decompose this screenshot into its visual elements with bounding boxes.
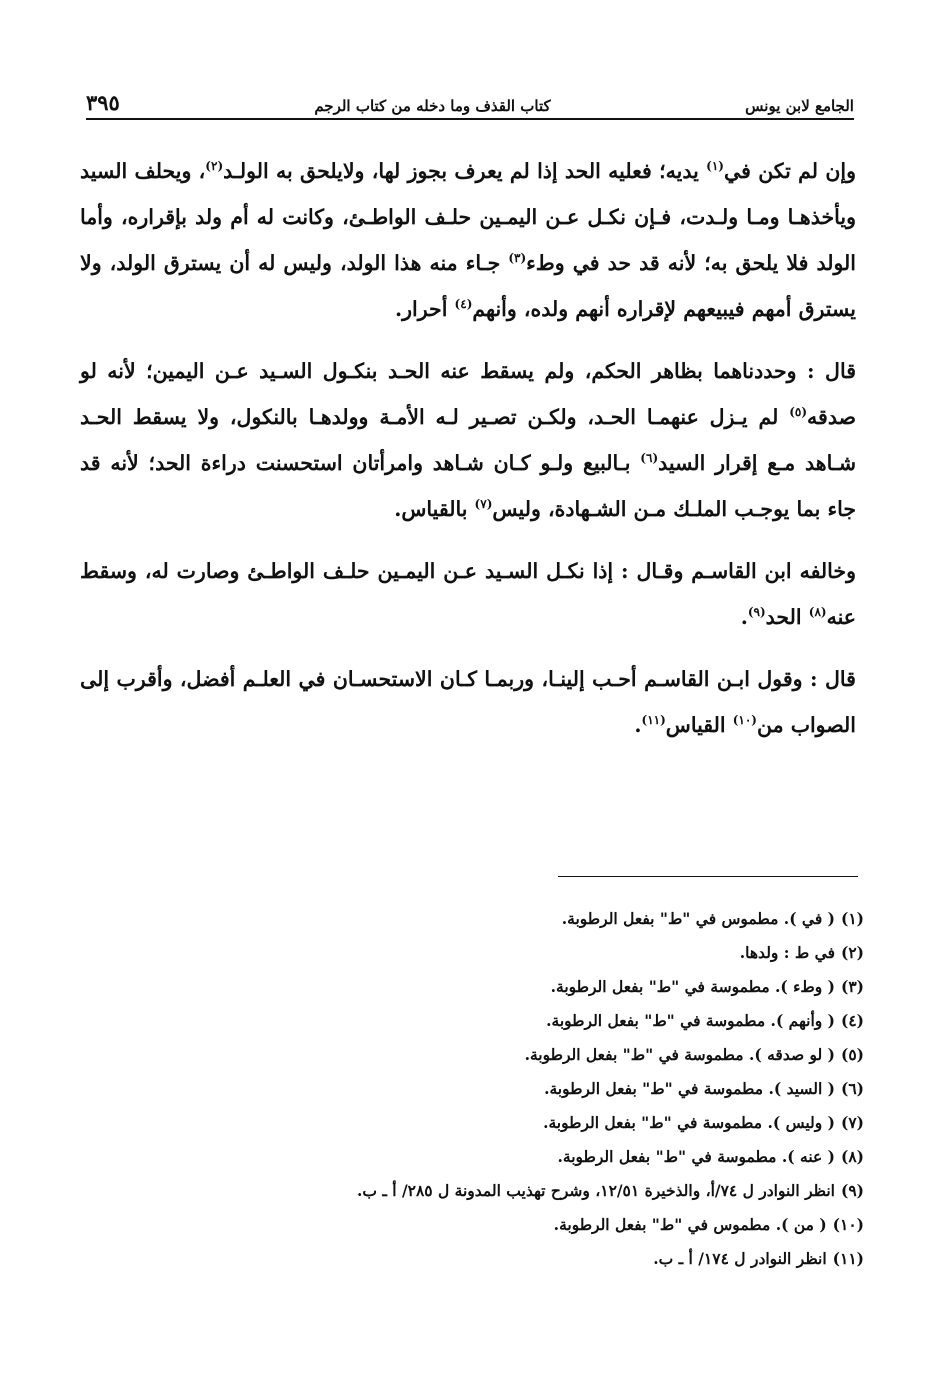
footnote-text: ( لو صدقه ). مطموسة في "ط" بفعل الرطوبة.	[524, 1045, 835, 1064]
footnote-ref: (٢)	[205, 159, 224, 174]
emphasis-text: ابن القاسـم وقـال :	[621, 559, 792, 583]
footnote-ref: (١)	[706, 159, 724, 174]
footnote-ref: (٣)	[508, 251, 527, 266]
footnote-text: ( وأنهم ). مطموسة في "ط" بفعل الرطوبة.	[546, 1011, 835, 1030]
text-segment: وخالفه	[791, 559, 856, 583]
text-segment: .	[740, 605, 748, 629]
text-segment: .	[634, 713, 642, 737]
text-segment: وقول	[749, 667, 811, 691]
text-segment: إذا نكـل السـيد عـن اليمـين حلـف الواطـئ وصارت له، وسقط عنه	[80, 559, 856, 629]
footnote-number: (٦)	[840, 1079, 864, 1098]
main-text	[80, 148, 856, 764]
text-segment: بالقياس.	[394, 497, 475, 521]
page-number: ٣٩٥	[86, 90, 120, 115]
footnote-text: في ط : ولدها.	[739, 943, 835, 962]
footnote	[120, 1106, 864, 1140]
footnote-text: ( وليس ). مطموسة في "ط" بفعل الرطوبة.	[543, 1113, 835, 1132]
footnote	[120, 1174, 864, 1208]
footnote-number: (٣)	[840, 977, 864, 996]
footnote-separator	[558, 876, 858, 877]
footnote-ref: (٤)	[454, 297, 473, 312]
emphasis-text: ابـن القاسـم	[644, 667, 750, 691]
paragraph	[80, 348, 856, 532]
footnote	[120, 1242, 864, 1276]
footnotes-list	[120, 902, 864, 1276]
footnote-number: (١١)	[832, 1249, 864, 1268]
footnote-ref: (٦)	[640, 451, 659, 466]
text-segment: الحد	[765, 605, 809, 629]
footnote	[120, 936, 864, 970]
footnote-ref: (٥)	[789, 405, 808, 420]
footnote-ref: (٧)	[474, 497, 493, 512]
footnote	[120, 902, 864, 936]
text-segment: يديه؛ فعليه الحد إذا لم يعرف بجوز لها، ولايلحق به الولـد	[223, 159, 707, 183]
footnote-number: (١٠)	[832, 1215, 864, 1234]
running-header	[86, 92, 854, 120]
text-segment: القياس	[665, 713, 733, 737]
paragraph-lead: قال :	[807, 359, 856, 383]
paragraph-lead: قال :	[810, 667, 856, 691]
text-segment: وإن لم تكن في	[723, 159, 857, 183]
footnote	[120, 1072, 864, 1106]
text-segment: أحرار.	[394, 297, 455, 321]
footnote-text: ( السيد ). مطموسة في "ط" بفعل الرطوبة.	[544, 1079, 835, 1098]
footnote-number: (٤)	[840, 1011, 864, 1030]
footnote-ref: (١١)	[641, 713, 666, 728]
text-segment: لم يـزل عنهمـا الحـد، ولكـن تصـير لـه الأمـة وولدهـا بالنكول، ولا يسقط الحـد شـاهد مـع إقرار السيد	[80, 405, 857, 475]
footnote	[120, 1038, 864, 1072]
text-segment: جـاء منه هذا الولد، وليس له أن يسترق الولد، ولا يسترق أمهم فيبيعهم لإقراره أنهم ولده، وأنهم	[80, 251, 856, 321]
footnote-number: (٨)	[840, 1147, 864, 1166]
footnote	[120, 1208, 864, 1242]
footnote	[120, 1140, 864, 1174]
footnote-number: (٧)	[840, 1113, 864, 1132]
text-segment: بـالبيع ولـو كـان شـاهد وامرأتان استحسنت دراءة الحد؛ لأنه قد جاء بما يوجـب الملـك مـن الشـهادة، وليس	[80, 451, 856, 521]
footnote-text: ( وطء ). مطموسة في "ط" بفعل الرطوبة.	[550, 977, 835, 996]
footnote-number: (٥)	[840, 1045, 864, 1064]
footnote	[120, 970, 864, 1004]
footnote-ref: (٨)	[808, 605, 827, 620]
footnote-text: انظر النوادر ل ١٧٤/ أ ـ ب.	[653, 1249, 827, 1268]
footnote	[120, 1004, 864, 1038]
footnote-number: (٢)	[840, 943, 864, 962]
footnote-text: انظر النوادر ل ٧٤/أ، والذخيرة ١٢/٥١، وشرح تهذيب المدونة ل ٢٨٥/ أ ـ ب.	[356, 1181, 835, 1200]
paragraph	[80, 548, 856, 640]
paragraph	[80, 148, 856, 332]
text-segment: أحـب إلينـا، وربمـا كـان الاستحسـان في العلـم أفضل، وأقرب إلى الصواب من	[80, 667, 856, 737]
footnote-number: (١)	[840, 909, 864, 928]
paragraph	[80, 656, 856, 748]
book-title: الجامع لابن يونس	[745, 97, 854, 115]
footnote-text: ( عنه ). مطموسة في "ط" بفعل الرطوبة.	[557, 1147, 835, 1166]
text-segment: ، ويحلف السيد ويأخذهـا ومـا ولـدت، فـإن نكـل عـن اليمـين حلـف الواطـئ، وكانت له أم ولد بإقراره، وأما الولد فلا يلحق به؛ لأنه قد حد في وطء	[80, 159, 856, 275]
footnote-text: ( في ). مطموس في "ط" بفعل الرطوبة.	[561, 909, 835, 928]
footnote-ref: (١٠)	[732, 713, 757, 728]
footnote-text: ( من ). مطموس في "ط" بفعل الرطوبة.	[553, 1215, 827, 1234]
chapter-title: كتاب القذف وما دخله من كتاب الرجم	[314, 97, 551, 115]
footnote-number: (٩)	[840, 1181, 864, 1200]
footnote-ref: (٩)	[747, 605, 766, 620]
text-segment: وحددناهما بظاهر الحكم، ولم يسقط عنه الحـد بنكـول السـيد عـن اليمين؛ لأنه لو صدقه	[80, 359, 856, 429]
